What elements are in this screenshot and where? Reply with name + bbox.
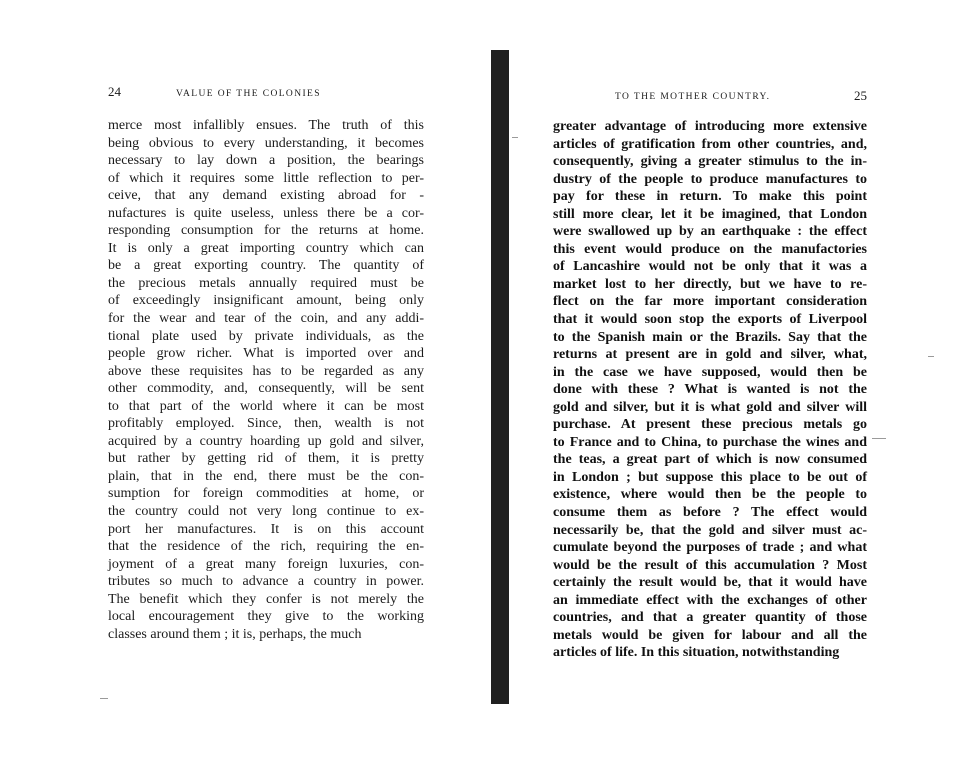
right-page-body [553, 118, 867, 662]
right-page-number: 25 [854, 88, 867, 103]
text-line: pay for these in return. To make this point [553, 189, 867, 205]
text-line: greater advantage of introducing more extensive [553, 119, 867, 134]
scan-speck [928, 356, 934, 357]
text-line: to France and to China, to purchase the wines and [553, 434, 867, 450]
text-line: be a great exporting country. The quantity of [108, 258, 424, 274]
text-line: acquired by a country hoarding up gold and silver, [108, 433, 424, 449]
text-line: plain, that in the end, there must be the con- [108, 468, 424, 484]
right-page-header [553, 88, 867, 110]
right-page [553, 88, 867, 662]
text-line: ceive, that any demand existing abroad for - [108, 188, 424, 204]
text-line: would be the result of this accumulation ? Most [553, 557, 867, 573]
text-line: nufactures is quite useless, unless there be a cor- [108, 205, 424, 221]
text-line: this event would produce on the manufactories [553, 241, 867, 257]
left-running-title: VALUE OF THE COLONIES [176, 89, 321, 99]
text-line: the country could not very long continue to ex- [108, 504, 424, 520]
scan-speck [100, 698, 108, 699]
text-line: gold and silver, but it is what gold and silver will [553, 399, 867, 415]
text-line: articles of life. In this situation, notwithstanding [553, 645, 840, 661]
text-line: countries, and that a greater quantity of those [553, 610, 867, 626]
text-line: port her manufactures. It is on this account [108, 521, 424, 537]
left-page-header [108, 84, 424, 110]
text-line: joyment of a great many foreign luxuries, con- [108, 556, 424, 572]
text-line: tional plate used by private individuals, as the [108, 328, 424, 344]
text-line: consume them as before ? The effect would [553, 505, 867, 521]
text-line: classes around them ; it is, perhaps, the much [108, 626, 362, 642]
text-line: for the wear and tear of the coin, and any addi- [108, 311, 424, 327]
text-line: metals would be given for labour and all the [553, 627, 867, 643]
text-line: market lost to her directly, but we have to re- [553, 276, 867, 292]
text-line: still more clear, let it be imagined, that London [553, 206, 867, 222]
text-line: sumption for foreign commodities at home, or [108, 486, 424, 502]
text-line: of exceedingly insignificant amount, being only [108, 293, 424, 309]
text-line: that it would soon stop the exports of Liverpool [553, 312, 867, 328]
right-running-title: TO THE MOTHER COUNTRY. [615, 92, 771, 102]
text-line: were swallowed up by an earthquake : the effect [553, 224, 867, 240]
text-line: to that part of the world where it can be most [108, 398, 424, 414]
text-line: responding consumption for the returns at home. [108, 223, 424, 239]
left-page-body [108, 117, 424, 643]
text-line: done with these ? What is wanted is not the [553, 382, 867, 398]
text-line: the teas, a great part of which is now consumed [553, 452, 867, 468]
text-line: certainly the result would be, that it would have [553, 575, 867, 591]
text-line: the precious metals annually required must be [108, 275, 424, 291]
text-line: flect on the far more important consideration [553, 294, 867, 310]
left-page [108, 84, 424, 643]
text-line: dustry of the people to produce manufactures to [553, 171, 867, 187]
text-line: profitably employed. Since, then, wealth is not [108, 416, 424, 432]
text-line: purchase. At present these precious metals go [553, 417, 867, 433]
text-line: necessary to lay down a position, the bearings [108, 153, 424, 169]
text-line: being obvious to every understanding, it becomes [108, 135, 424, 151]
book-gutter [491, 50, 509, 704]
scan-speck [512, 137, 518, 138]
text-line: other commodity, and, consequently, will be sent [108, 381, 424, 397]
text-line: merce most infallibly ensues. The truth of this [108, 118, 424, 133]
text-line: that the residence of the rich, requiring the en- [108, 539, 424, 555]
text-line: of which it requires some little reflection to per- [108, 170, 424, 186]
text-line: an immediate effect with the exchanges of other [553, 592, 867, 608]
scan-speck [872, 438, 886, 439]
text-line: existence, where would then be the people to [553, 487, 867, 503]
text-line: It is only a great importing country which can [108, 240, 424, 256]
text-line: returns at present are in gold and silver, what, [553, 347, 867, 363]
text-line: of Lancashire would not be only that it was a [553, 259, 867, 275]
text-line: The benefit which they confer is not merely the [108, 591, 424, 607]
text-line: articles of gratification from other countries, and, [553, 136, 867, 152]
text-line: cumulate beyond the purposes of trade ; and what [553, 540, 867, 556]
left-page-number: 24 [108, 84, 121, 99]
text-line: but rather by getting rid of them, it is pretty [108, 451, 424, 467]
text-line: in the case we have supposed, would then be [553, 364, 867, 380]
text-line: necessarily be, that the gold and silver must ac- [553, 522, 867, 538]
text-line: to the Spanish main or the Brazils. Say that the [553, 329, 867, 345]
text-line: in London ; but suppose this place to be out of [553, 469, 867, 485]
text-line: local encouragement they give to the working [108, 609, 424, 625]
text-line: tributes so much to advance a country in power. [108, 574, 424, 590]
text-line: consequently, giving a greater stimulus to the in- [553, 154, 867, 170]
text-line: people grow richer. What is imported over and [108, 346, 424, 362]
text-line: above these requisites has to be regarded as any [108, 363, 424, 379]
